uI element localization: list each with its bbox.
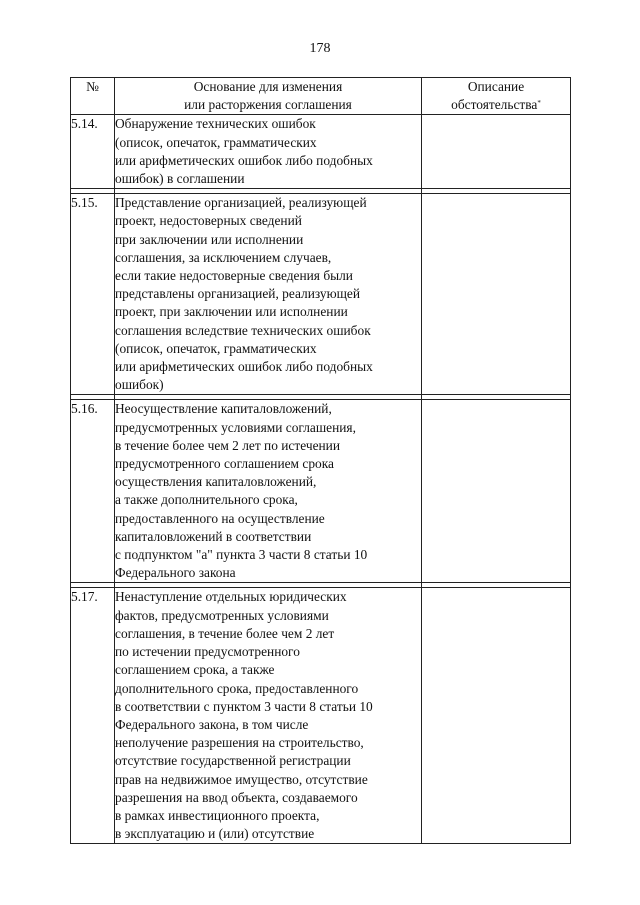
table-row [71, 115, 571, 189]
basis-text-line: проект, недостоверных сведений [115, 213, 302, 229]
row-basis [115, 115, 422, 189]
basis-text-line: предусмотренного соглашением срока [115, 456, 334, 472]
header-desc-line: обстоятельства* [451, 97, 541, 113]
row-number: 5.16. [71, 400, 115, 583]
header-basis [115, 78, 422, 115]
basis-text-line: в рамках инвестиционного проекта, [115, 807, 320, 823]
basis-text-line: или арифметических ошибок либо подобных [115, 359, 373, 375]
basis-text-line: капиталовложений в соответствии [115, 528, 312, 544]
basis-text-line: осуществления капиталовложений, [115, 474, 317, 490]
basis-text-line: неполучение разрешения на строительство, [115, 735, 364, 751]
basis-text-line: в эксплуатацию и (или) отсутствие [115, 826, 315, 842]
table-body [71, 115, 571, 844]
basis-text-line: по истечении предусмотренного [115, 644, 300, 660]
basis-text-line: если такие недостоверные сведения были [115, 268, 353, 284]
header-description [422, 78, 571, 115]
row-basis [115, 194, 422, 395]
row-description [422, 588, 571, 844]
basis-text-line: или арифметических ошибок либо подобных [115, 152, 373, 168]
row-description [422, 115, 571, 189]
row-description [422, 194, 571, 395]
basis-text-line: Представление организацией, реализующей [115, 195, 367, 211]
basis-text-line: Федерального закона [115, 565, 236, 581]
basis-text-line: Обнаружение технических ошибок [115, 116, 316, 132]
basis-text-line: проект, при заключении или исполнении [115, 304, 348, 320]
row-number: 5.14. [71, 115, 115, 189]
basis-text-line: фактов, предусмотренных условиями [115, 607, 329, 623]
basis-text-line: соглашения, в течение более чем 2 лет [115, 625, 335, 641]
basis-text-line: соглашения, за исключением случаев, [115, 249, 332, 265]
header-number: № [71, 78, 115, 115]
page-number: 178 [309, 41, 331, 56]
basis-text-line: дополнительного срока, предоставленного [115, 680, 359, 696]
basis-text-line: в соответствии с пунктом 3 части 8 статьи 10 [115, 698, 373, 714]
basis-text-line: представлены организацией, реализующей [115, 286, 360, 302]
header-desc-line: Описание [467, 79, 525, 94]
table-row [71, 194, 571, 395]
basis-text-line: предоставленного на осуществление [115, 510, 325, 526]
basis-text-line: при заключении или исполнении [115, 231, 304, 247]
basis-text-line: ошибок) в соглашении [115, 171, 245, 187]
table-row [71, 400, 571, 583]
basis-text-line: ошибок) [115, 377, 164, 393]
basis-text-line: Ненаступление отдельных юридических [115, 589, 347, 605]
basis-text-line: разрешения на ввод объекта, создаваемого [115, 789, 358, 805]
basis-text-line: соглашения вследствие технических ошибок [115, 322, 371, 338]
header-basis-line: или расторжения соглашения [184, 97, 352, 113]
basis-text-line: а также дополнительного срока, [115, 492, 298, 508]
row-basis [115, 588, 422, 844]
basis-text-line: Федерального закона, в том числе [115, 716, 309, 732]
table-row [71, 588, 571, 844]
footnote-mark: * [537, 99, 541, 108]
row-number: 5.15. [71, 194, 115, 395]
grounds-table [70, 77, 571, 844]
basis-text-line: с подпунктом "а" пункта 3 части 8 статьи 10 [115, 547, 368, 563]
row-description [422, 400, 571, 583]
basis-text-line: (описок, опечаток, грамматических [115, 340, 317, 356]
basis-text-line: отсутствие государственной регистрации [115, 753, 351, 769]
basis-text-line: в течение более чем 2 лет по истечении [115, 437, 341, 453]
header-basis-line: Основание для изменения [193, 79, 343, 94]
basis-text-line: Неосуществление капиталовложений, [115, 401, 332, 417]
table-header-row [71, 78, 571, 115]
basis-text-line: (описок, опечаток, грамматических [115, 134, 317, 150]
row-basis [115, 400, 422, 583]
basis-text-line: прав на недвижимое имущество, отсутствие [115, 771, 368, 787]
basis-text-line: соглашением срока, а также [115, 662, 275, 678]
basis-text-line: предусмотренных условиями соглашения, [115, 419, 356, 435]
row-number: 5.17. [71, 588, 115, 844]
